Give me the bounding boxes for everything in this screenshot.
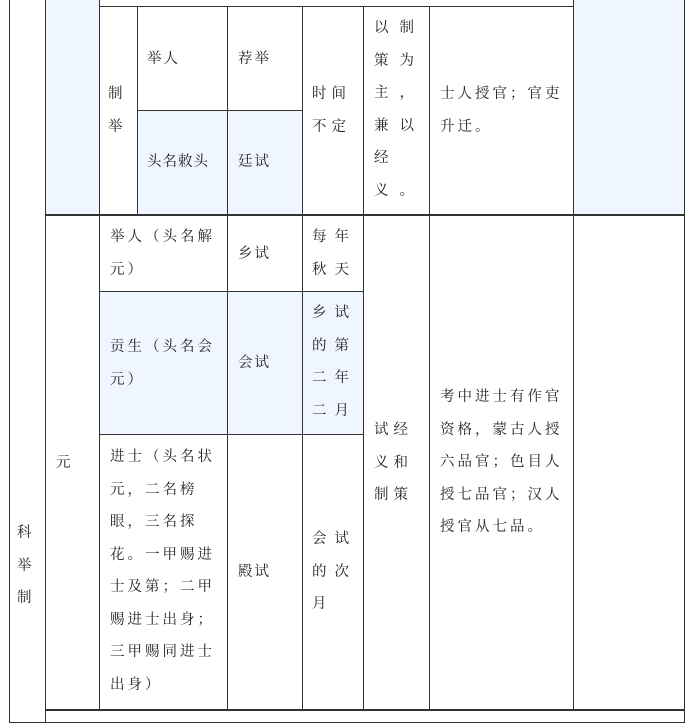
zhiju-section-label: 制举 <box>108 86 125 135</box>
system-cell <box>9 0 46 723</box>
table-bottom-strip <box>45 709 685 723</box>
zhiju-outcome-text: 士人授官；官吏升迁。 <box>440 86 563 135</box>
yuan-content-text: 试经义和制策 <box>374 422 413 503</box>
zhiju-timing-text: 时间不定 <box>312 86 351 135</box>
dynasty-cell-upper <box>45 0 100 216</box>
yuan-row2-timing-text: 乡试的第二年二月 <box>312 305 357 419</box>
right-cell-lower <box>573 214 685 711</box>
zhiju-row2-exam-text: 廷试 <box>238 154 271 170</box>
right-cell-upper <box>573 0 685 216</box>
yuan-dynasty-label: 元 <box>56 455 73 471</box>
zhiju-row1-candidate-text: 举人 <box>147 51 180 67</box>
zhiju-content-text: 以制策为主，兼以经义。 <box>374 20 425 199</box>
zhiju-row1-exam-text: 荐举 <box>238 51 271 67</box>
yuan-row3-timing-text: 会试的次月 <box>312 531 357 612</box>
yuan-row3-exam-text: 殿试 <box>238 564 271 580</box>
system-label: 科举制 <box>17 525 34 606</box>
yuan-row1-timing-text: 每年秋天 <box>312 229 357 278</box>
zhiju-row2-candidate-text: 头名敕头 <box>147 154 209 170</box>
yuan-row3-candidate-text: 进士（头名状元，二名榜眼，三名探花。一甲赐进士及第；二甲赐进士出身；三甲赐同进士出身） <box>110 449 215 693</box>
yuan-row1-exam-text: 乡试 <box>238 246 271 262</box>
yuan-row2-exam-text: 会试 <box>238 355 271 371</box>
yuan-row2-candidate-text: 贡生（头名会元） <box>110 339 215 388</box>
yuan-row1-candidate-text: 举人（头名解元） <box>110 229 215 278</box>
yuan-outcome-text: 考中进士有作官资格，蒙古人授六品官；色目人授七品官；汉人授官从七品。 <box>440 389 563 535</box>
